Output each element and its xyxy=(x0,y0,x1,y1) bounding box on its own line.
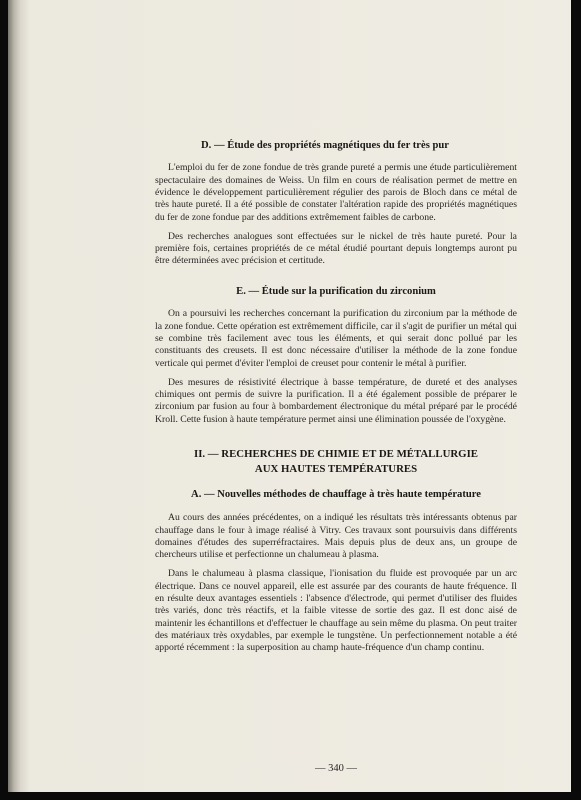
part-heading-line-1: II. — RECHERCHES DE CHIMIE ET DE MÉTALLURGIE xyxy=(194,448,478,461)
section-a-paragraph-1: Au cours des années précédentes, on a indiqué les résultats très intéressants obtenus par chauffage dans le four à image réalisé à Vitry. Ces travaux sont poursuivis dans différents domaines d'études des superréfractaires. Mais depuis plus de deux ans, un groupe de chercheurs utilise et perfectionne un chalumeau à plasma. xyxy=(155,512,517,561)
section-d-heading: D. — Étude des propriétés magnétiques du fer très pur xyxy=(201,140,449,151)
section-e-paragraph-2: Des mesures de résistivité électrique à basse température, de dureté et des analyses chimiques ont permis de suivre la purification. Il a été également possible de préparer le zirconium par fusion au four à bombardement électronique du métal préparé par le procédé Kroll. Cette fusion à haute température permet ainsi une élimination poussée de l'oxygène. xyxy=(155,376,517,425)
section-a-paragraph-2: Dans le chalumeau à plasma classique, l'ionisation du fluide est provoquée par un arc électrique. Dans ce nouvel appareil, elle est assurée par des courants de haute fréquence. Il en résulte deux avantages essentiels : l'absence d'électrode, qui permet d'utiliser des fluides très variés, donc très réactifs, et la faible vitesse de sortie des gaz. Il est donc aisé de maintenir les échantillons et d'effectuer le chauffage au sein même du plasma. On peut traiter des matériaux très oxydables, par exemple le tungstène. Un perfectionnement notable a été apporté récemment : la superposition au champ haute-fréquence d'un champ continu. xyxy=(155,568,517,654)
section-e-paragraph-1: On a poursuivi les recherches concernant la purification du zirconium par la méthode de la zone fondue. Cette opération est extrêmement difficile, car il s'agit de purifier un métal qui se combine très facilement avec tous les éléments, et qui serait donc pollué par les constituants des creusets. Il est donc nécessaire d'utiliser la méthode de la zone fondue verticale qui permet d'éviter l'emploi de creuset pour contenir le métal à purifier. xyxy=(155,308,517,369)
part-heading xyxy=(155,447,517,477)
part-heading-line-2: AUX HAUTES TEMPÉRATURES xyxy=(254,463,418,476)
page-body xyxy=(155,140,517,661)
section-e-heading: E. — Étude sur la purification du zirconium xyxy=(236,286,436,298)
section-d-paragraph-1: L'emploi du fer de zone fondue de très grande pureté a permis une étude particulièrement spectaculaire des domaines de Weiss. Un film en cours de réalisation permet de mettre en évidence le développement particulièrement régulier des parois de Bloch dans ce métal de très haute pureté. Il a été possible de constater l'altération rapide des propriétés magnétiques du fer de zone fondue par des additions extrêmement faibles de carbone. xyxy=(155,162,517,223)
document-page xyxy=(8,0,571,792)
section-a-heading: A. — Nouvelles méthodes de chauffage à très haute température xyxy=(191,489,481,501)
page-number: — 340 — xyxy=(315,763,357,774)
section-d-paragraph-2: Des recherches analogues sont effectuées sur le nickel de très haute pureté. Pour la première fois, certaines propriétés de ce métal étudié pourtant depuis longtemps auront pu être déterminées avec précision et certitude. xyxy=(155,230,517,267)
